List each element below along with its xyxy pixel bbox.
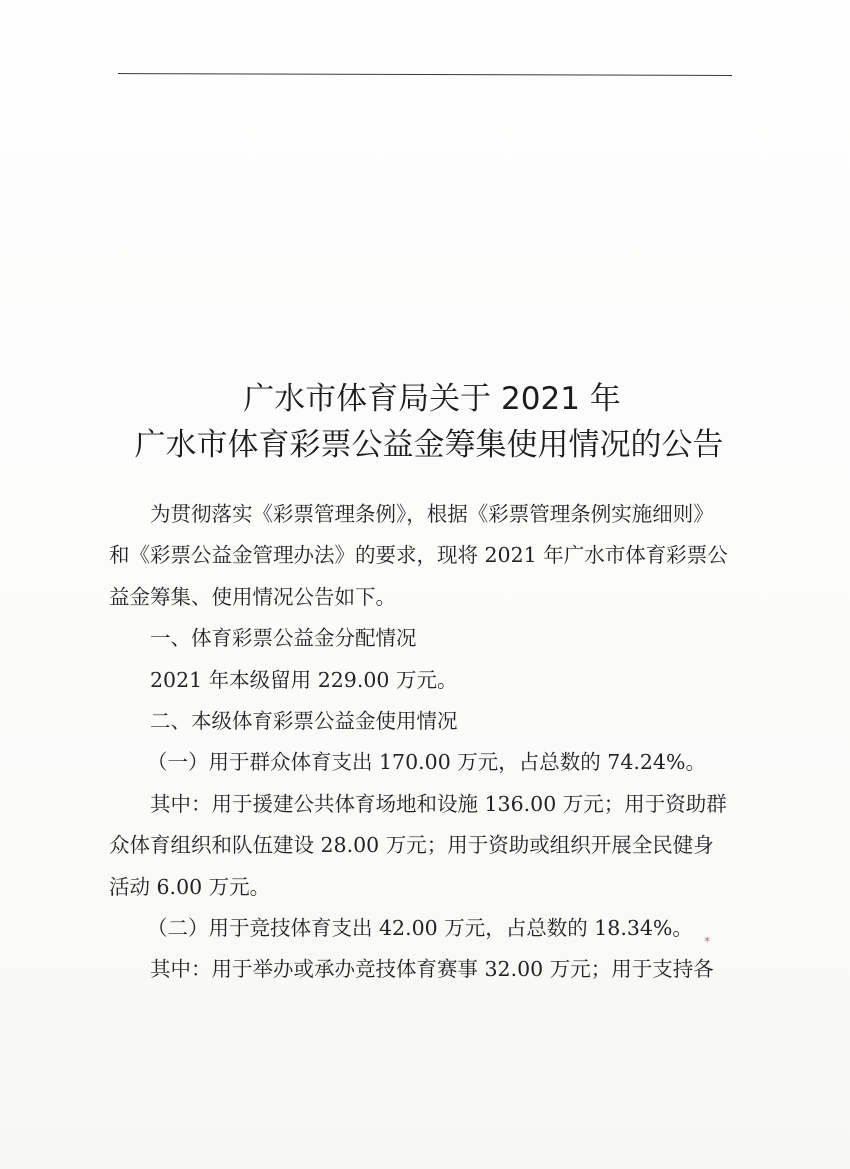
item-1-detail-line-3: 活动 6.00 万元。 (109, 874, 271, 899)
section-1-text: 2021 年本级留用 229.00 万元。 (150, 667, 458, 692)
title-line-1: 广水市体育局关于 2021 年 (243, 381, 621, 417)
document-title (0, 376, 850, 468)
item-1-detail-line-1: 其中：用于援建公共体育场地和设施 136.00 万元；用于资助群 (150, 791, 727, 816)
ink-mark: ✶ (703, 935, 712, 946)
item-1-detail-line-2: 众体育组织和队伍建设 28.00 万元；用于资助或组织开展全民健身 (109, 833, 714, 858)
section-2-heading: 二、本级体育彩票公益金使用情况 (150, 709, 458, 734)
title-line-2: 广水市体育彩票公益金筹集使用情况的公告 (134, 427, 724, 463)
header-rule (118, 73, 732, 76)
item-1-heading: （一）用于群众体育支出 170.00 万元，占总数的 74.24%。 (147, 750, 706, 775)
intro-paragraph-line-1: 为贯彻落实《彩票管理条例》，根据《彩票管理条例实施细则》 (150, 502, 714, 526)
document-body (109, 494, 735, 991)
section-1-heading: 一、体育彩票公益金分配情况 (150, 626, 417, 651)
intro-paragraph-line-3: 益金筹集、使用情况公告如下。 (109, 584, 396, 609)
item-2-detail-line-1: 其中：用于举办或承办竞技体育赛事 32.00 万元；用于支持各 (150, 957, 714, 982)
intro-paragraph-line-2: 和《彩票公益金管理办法》的要求，现将 2021 年广水市体育彩票公 (109, 543, 728, 568)
item-2-heading: （二）用于竞技体育支出 42.00 万元，占总数的 18.34%。 (147, 916, 693, 941)
